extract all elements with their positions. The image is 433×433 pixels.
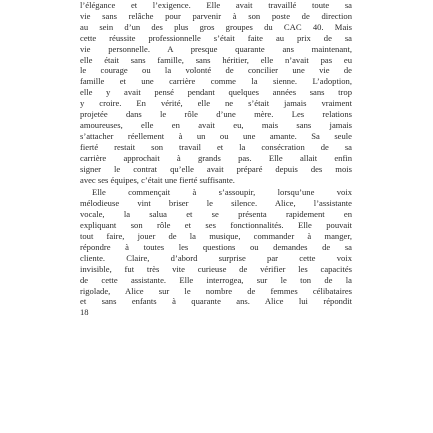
book-page — [80, 0, 352, 433]
text-line: cliente. Claire, d’abord surprise par cette voix — [80, 252, 352, 263]
text-line: vocale, la salua et se présenta rapidement en — [80, 209, 352, 220]
text-line: l’élégance et l’exigence. Elle avait travaillé toute sa — [80, 0, 352, 10]
text-line: tout faire, jouer de la musique, commander à manger, — [80, 231, 352, 242]
text-line: Elle commençait à s’assoupir, lorsqu’une voix — [92, 187, 352, 198]
text-line: signer le contrat qu’elle avait préparé depuis des mois — [80, 163, 352, 174]
text-line: fierté restait son travail et la consécration de sa — [80, 141, 352, 152]
text-line: avec ses équipes, c’était une fierté suffisante. — [80, 174, 235, 185]
text-line: cette réussite professionnelle s’était faite au prix de sa — [80, 32, 352, 43]
paragraph-2 — [80, 187, 352, 318]
text-line: rigolade, Alice sur le nombre de femmes célibataires — [80, 285, 352, 296]
text-line: de cette assistante. Elle interrogea, sur le ton de la — [80, 274, 352, 285]
text-line: carrière approchait à grands pas. Elle allait enfin — [80, 152, 352, 163]
text-line: s’attacher réellement à un ou une amante. Sa seule — [80, 130, 352, 141]
text-line: y croire. En vérité, elle ne s’était jamais vraiment — [80, 98, 352, 109]
text-line: le courage ou la volonté de concilier une vie de — [80, 65, 352, 76]
text-line: famille et une carrière comme la sienne. L’adoption, — [80, 76, 352, 87]
paragraph-1 — [80, 0, 352, 185]
text-line: 18 — [80, 307, 89, 318]
text-line: elle était sans famille, sans héritier, elle n’avait pas eu — [80, 54, 352, 65]
text-line: amoureuses, elle en avait eu, mais sans jamais — [80, 119, 352, 130]
text-line: invisible, fut très vite curieuse de vérifier les capacités — [80, 263, 352, 274]
text-line: répondre à toutes les questions ou demandes de sa — [80, 241, 352, 252]
text-line: expliquant son rôle et ses fonctionnalités. Elle pouvait — [80, 220, 352, 231]
text-line: vie sans relâche pour parvenir à son poste de direction — [80, 10, 352, 21]
text-line: au sein d’un des plus gros groupes du CAC 40. Mais — [80, 21, 352, 32]
text-line: vie personnelle. A presque quarante ans maintenant, — [80, 43, 352, 54]
text-line: mélodieuse vint briser le silence. Alice, l’assistante — [80, 198, 352, 209]
text-line: projetée dans le rôle d’une mère. Les relations — [80, 109, 352, 120]
text-line: elle y avait pensé pendant quelques années sans trop — [80, 87, 352, 98]
text-line: et sans enfants à quarante ans. Alice lui répondit — [80, 296, 352, 307]
